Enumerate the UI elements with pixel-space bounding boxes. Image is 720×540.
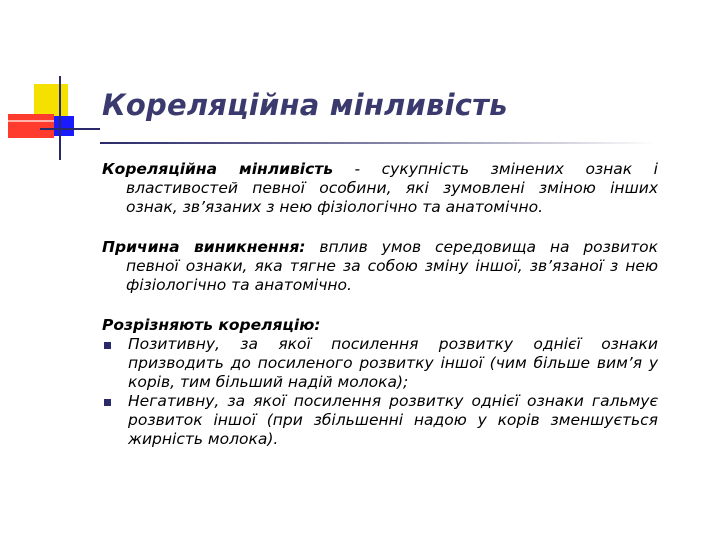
title-underline [100,142,656,144]
logo-horizontal-line [40,128,100,130]
cause-paragraph [102,238,658,295]
logo-yellow-square [34,84,68,118]
negative-correlation-text: Негативну, за якої посилення розвитку однієї ознаки гальмує розвиток іншої (при збільшенні надою у корів зменшується жирність молока). [128,392,658,448]
bullet-square-icon [104,342,111,349]
slide-content [102,160,658,449]
list-item [102,392,658,449]
definition-text: - сукупність змінених ознак і властивостей певної особини, які зумовлені зміною інших ознак, зв’язаних з нею фізіологічно та анатомічно. [126,160,658,216]
bullet-square-icon [104,399,111,406]
slide-title: Кореляційна мінливість [102,88,508,122]
slide-logo [0,0,100,170]
definition-paragraph [102,160,658,217]
definition-term: Кореляційна мінливість [102,160,334,178]
positive-correlation-text: Позитивну, за якої посилення розвитку однієї ознаки призводить до посиленого розвитку іншої (чим більше вим’я у корів, тим більший надій молока); [128,335,658,391]
cause-term: Причина виникнення: [102,238,306,256]
logo-red-stripe [8,120,54,122]
logo-vertical-line [59,76,61,160]
logo-blue-square [54,116,74,136]
logo-red-square [8,114,54,138]
list-item [102,335,658,392]
cause-text: вплив умов середовища на розвиток певної ознаки, яка тягне за собою зміну іншої, зв’язаної з нею фізіологічно та анатомічно. [126,238,658,294]
types-heading: Розрізняють кореляцію: [102,316,321,334]
